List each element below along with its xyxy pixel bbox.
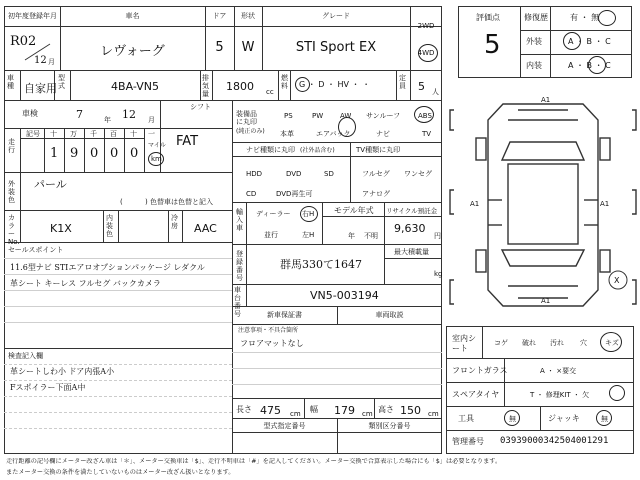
equip-leather: 本革 bbox=[280, 130, 294, 138]
diagram-mark-top: A1 bbox=[541, 96, 551, 104]
doors-value: 5 bbox=[215, 40, 224, 55]
equip-navi: ナビ bbox=[376, 130, 390, 138]
navi-cd: CD bbox=[246, 190, 257, 198]
shape-value: W bbox=[241, 40, 255, 55]
inspector-line1: 革シートしわ小 ドア内張A小 bbox=[10, 367, 115, 376]
recycle-value: 9,630 bbox=[394, 222, 426, 235]
notes-label: 注意事項・不具合箇所 bbox=[238, 327, 299, 334]
mileage-digit-label-6: 一 bbox=[148, 130, 155, 138]
height-label: 高さ bbox=[378, 405, 394, 414]
interior-b-circle bbox=[588, 56, 606, 74]
capacity-unit: 人 bbox=[432, 88, 439, 96]
mileage-label: 走行 bbox=[8, 138, 15, 154]
sales-point-line2: 革シート キーレス フルセグ バックカメラ bbox=[10, 279, 161, 288]
drive-4wd: 4WD bbox=[417, 49, 435, 57]
doors-label: ドア bbox=[212, 12, 227, 20]
repair-none-circle bbox=[598, 10, 616, 26]
inspector-line2: Fスポイラー下面A中 bbox=[10, 383, 86, 392]
color-note: ( ) 色替車は色替と記入 bbox=[120, 198, 213, 206]
manual-label: 車両取説 bbox=[375, 311, 404, 319]
length-label: 長さ bbox=[236, 405, 252, 414]
width-unit: cm bbox=[362, 410, 373, 418]
score-label: 評価点 bbox=[476, 13, 500, 22]
registration-label: 登録番号 bbox=[236, 250, 243, 282]
mileage-digit-2: 9 bbox=[70, 146, 79, 161]
seat-dirt: 汚れ bbox=[550, 339, 564, 347]
shift-value: FAT bbox=[176, 134, 199, 149]
mileage-digit-label-1: 十 bbox=[50, 130, 57, 138]
mileage-digit-label-3: 千 bbox=[90, 130, 97, 138]
repair-label: 修復歴 bbox=[524, 13, 548, 22]
score-value: 5 bbox=[484, 30, 501, 60]
height-value: 150 bbox=[400, 404, 421, 417]
displacement-label: 排気量 bbox=[202, 74, 209, 98]
displacement-value: 1800 bbox=[226, 80, 254, 93]
tv-analog: アナログ bbox=[362, 190, 390, 198]
import-parallel: 並行 bbox=[264, 231, 278, 239]
color-label: 外装色 bbox=[8, 180, 15, 204]
ac-value: AAC bbox=[194, 222, 217, 235]
tv-title: TV種類に丸印 bbox=[356, 146, 401, 154]
car-name: レヴォーグ bbox=[100, 44, 165, 59]
model-year-label: モデル年式 bbox=[334, 206, 374, 215]
mile-label: マイル bbox=[148, 142, 166, 149]
tools-label: 工具 bbox=[458, 414, 474, 423]
seat-tear: 破れ bbox=[522, 339, 536, 347]
inspector-label: 検査記入欄 bbox=[8, 352, 43, 360]
interior-options: A ・ B ・ C bbox=[568, 61, 611, 70]
width-label: 幅 bbox=[310, 405, 318, 414]
mgmt-value: 03939000342504001291 bbox=[500, 436, 609, 446]
km-label: km bbox=[151, 155, 162, 163]
mgmt-label: 管理番号 bbox=[452, 437, 484, 446]
recycle-label: リサイクル預託金 bbox=[386, 207, 438, 215]
height-unit: cm bbox=[428, 410, 439, 418]
spare-options: T ・ 修理KIT ・ 欠 bbox=[530, 391, 590, 399]
fuel-options: G ・ D ・ HV ・ ・ bbox=[299, 80, 371, 89]
equip-ps: PS bbox=[284, 112, 293, 120]
seat-hole: 穴 bbox=[580, 339, 587, 347]
width-value: 179 bbox=[334, 404, 355, 417]
footer-line2: またメーター交換の条件を満たしていないものはメーター改ざん扱いとなります。 bbox=[6, 469, 235, 476]
inspection-label: 車検 bbox=[22, 109, 38, 118]
jack-value: 無 bbox=[601, 415, 608, 423]
mileage-digit-label-4: 百 bbox=[110, 130, 117, 138]
max-load-unit: kg bbox=[434, 270, 443, 278]
first-reg-label: 初年度登録年月 bbox=[8, 12, 57, 20]
inspection-month-unit: 月 bbox=[148, 116, 155, 124]
svg-text:X: X bbox=[614, 276, 620, 285]
usage-label: 車種 bbox=[7, 74, 14, 90]
navi-hdd: HDD bbox=[246, 170, 263, 178]
spare-missing-circle bbox=[609, 385, 625, 401]
inspection-year-unit: 年 bbox=[104, 116, 111, 124]
tv-oneseg: ワンセグ bbox=[404, 170, 432, 178]
grade-label: グレード bbox=[322, 12, 350, 20]
equip-aw: AW bbox=[340, 112, 352, 120]
capacity-value: 5 bbox=[418, 80, 425, 93]
usage-value: 自家用 bbox=[24, 82, 57, 95]
navi-title: ナビ種類に丸印 bbox=[246, 146, 295, 154]
first-reg-month-unit: 月 bbox=[48, 58, 55, 66]
import-right: 右H bbox=[302, 210, 315, 218]
recycle-unit: 円 bbox=[434, 232, 441, 240]
mileage-digit-4: 0 bbox=[110, 146, 119, 161]
equip-tv: TV bbox=[422, 130, 432, 138]
max-load-label: 最大積載量 bbox=[394, 248, 429, 256]
model-value: 4BA-VN5 bbox=[111, 80, 159, 93]
sales-point-line1: 11.6型ナビ STIエアロオプションパッケージ レダクル bbox=[10, 263, 205, 272]
grade-value: STI Sport EX bbox=[295, 40, 377, 55]
jack-label: ジャッキ bbox=[548, 414, 580, 423]
inspection-year: 7 bbox=[76, 108, 83, 121]
mileage-digit-label-2: 万 bbox=[70, 130, 77, 138]
length-value: 475 bbox=[260, 404, 281, 417]
navi-dvd-play: DVD再生可 bbox=[276, 190, 313, 198]
mileage-digit-label-0: 記号 bbox=[26, 130, 40, 138]
exterior-label: 外装 bbox=[526, 37, 542, 46]
registration-value: 群馬330て1647 bbox=[280, 258, 362, 271]
diagram-mark-bottom: A1 bbox=[541, 297, 551, 305]
inspection-month: 12 bbox=[122, 108, 136, 121]
equip-airbag: エアバック bbox=[316, 130, 351, 138]
repair-options: 有 ・ 無 bbox=[570, 13, 600, 22]
equip-pw: PW bbox=[312, 112, 324, 120]
navi-sd: SD bbox=[324, 170, 334, 178]
chassis-label: 車台番号 bbox=[234, 286, 241, 318]
fuel-label: 燃料 bbox=[281, 74, 288, 90]
model-label: 型式 bbox=[58, 74, 65, 90]
interior-color-label: 内装色 bbox=[106, 214, 113, 238]
import-dealer: ディーラー bbox=[256, 210, 291, 218]
type-designation-label: 型式指定番号 bbox=[263, 422, 306, 430]
interior-label: 内装 bbox=[526, 61, 542, 70]
diagram-mark-right: A1 bbox=[600, 200, 610, 208]
diagram-mark-left: A1 bbox=[470, 200, 480, 208]
shape-label: 形状 bbox=[241, 12, 255, 20]
equip-sunroof: サンルーフ bbox=[366, 112, 401, 120]
seat-scratch: キズ bbox=[605, 339, 619, 347]
navi-dvd: DVD bbox=[286, 170, 302, 178]
equipment-label: 装備品に丸印 bbox=[236, 110, 257, 126]
seat-kogee: コゲ bbox=[494, 339, 508, 347]
mileage-digit-3: 0 bbox=[90, 146, 99, 161]
chassis-value: VN5-003194 bbox=[310, 289, 379, 302]
exterior-options: A ・ B ・ C bbox=[568, 37, 611, 46]
equipment-sublabel: (純正のみ) bbox=[236, 128, 265, 135]
mileage-digit-1: 1 bbox=[50, 146, 59, 161]
mileage-digit-5: 0 bbox=[130, 146, 139, 161]
color-value: パール bbox=[34, 178, 67, 191]
tv-fullseg: フルセグ bbox=[362, 170, 390, 178]
drive-2wd: 2WD bbox=[417, 22, 435, 30]
tools-value: 無 bbox=[509, 415, 516, 423]
class-number-label: 類別区分番号 bbox=[368, 422, 411, 430]
import-left: 左H bbox=[302, 231, 315, 239]
color-no-value: K1X bbox=[50, 222, 72, 235]
import-label: 輸入車 bbox=[236, 208, 243, 232]
first-reg-month: 12 bbox=[34, 55, 47, 66]
exterior-a-circle bbox=[563, 32, 581, 50]
shift-label: シフト bbox=[190, 103, 211, 111]
car-name-label: 車名 bbox=[125, 12, 140, 20]
glass-options: A ・ ×要交 bbox=[540, 367, 577, 375]
equip-abs: ABS bbox=[418, 112, 432, 120]
navi-note: (社外品含む) bbox=[300, 147, 335, 154]
notes-value: フロアマットなし bbox=[240, 339, 304, 348]
length-unit: cm bbox=[290, 410, 301, 418]
spare-label: スペアタイヤ bbox=[452, 390, 500, 399]
ac-label: 冷房 bbox=[171, 214, 178, 230]
mileage-digit-label-5: 十 bbox=[130, 130, 137, 138]
seat-label: 室内シート bbox=[452, 334, 476, 353]
capacity-label: 定員 bbox=[399, 74, 406, 90]
footer-line1: 走行距離の記号欄にメーター改ざん車は「＊」、メーター交換車は「$」、走行不明車は「#」を記入してください。メーター交換で合算表示した場合にも「$」は必要となります。 bbox=[6, 458, 502, 465]
glass-label: フロントガラス bbox=[452, 366, 508, 375]
model-year-unknown: 不明 bbox=[364, 232, 378, 240]
sales-point-label: セールスポイント bbox=[8, 246, 64, 254]
model-year-unit: 年 bbox=[348, 232, 355, 240]
cc-unit: cc bbox=[266, 88, 274, 96]
first-reg-era: R02 bbox=[10, 34, 37, 49]
color-no-label: カラーNo. bbox=[8, 214, 20, 246]
new-warranty-label: 新車保証書 bbox=[267, 311, 302, 319]
